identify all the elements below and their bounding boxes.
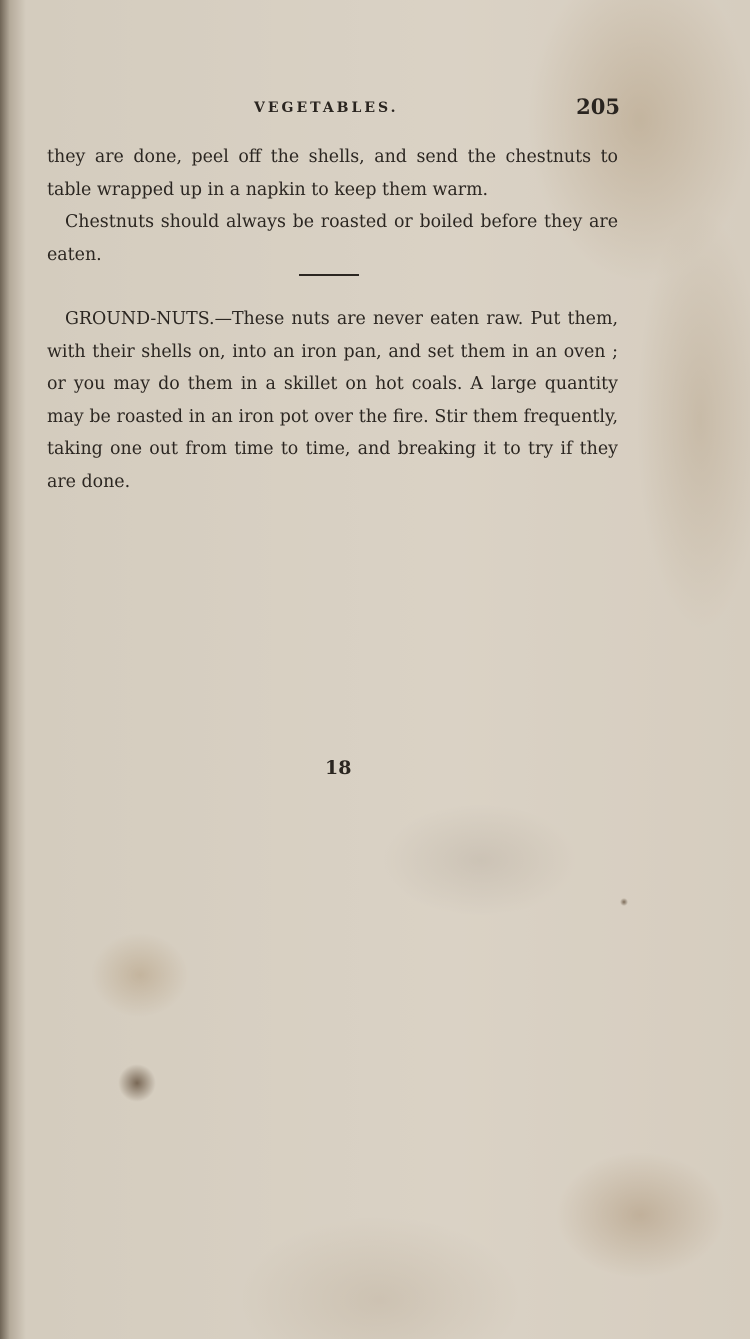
signature-mark: 18: [325, 757, 352, 779]
section-divider: [299, 274, 359, 276]
paragraph-continuation: they are done, peel off the shells, and send the chestnuts to table wrapped up in a napkin to keep them warm.: [47, 147, 618, 200]
chestnuts-text: [47, 141, 618, 271]
paragraph-ground-nuts: [47, 303, 618, 498]
paragraph-chestnuts: Chestnuts should always be roasted or boiled before they are eaten.: [47, 212, 618, 265]
ground-nuts-heading: GROUND-NUTS.: [65, 309, 215, 329]
ground-nuts-body: —These nuts are never eaten raw. Put them, with their shells on, into an iron pan, and set them in an oven ; or you may do them in a skillet on hot coals. A large quantity may be roasted in an iron pot over the fire. Stir them frequently, taking one out from time to time, and breaking it to try if they are done.: [47, 309, 618, 492]
running-title: VEGETABLES.: [254, 100, 399, 116]
running-head: [48, 96, 620, 122]
page-number: 205: [576, 94, 620, 119]
ground-nuts-section: [47, 303, 618, 498]
ink-blot: [118, 1064, 156, 1102]
stain-speck: [620, 898, 628, 906]
